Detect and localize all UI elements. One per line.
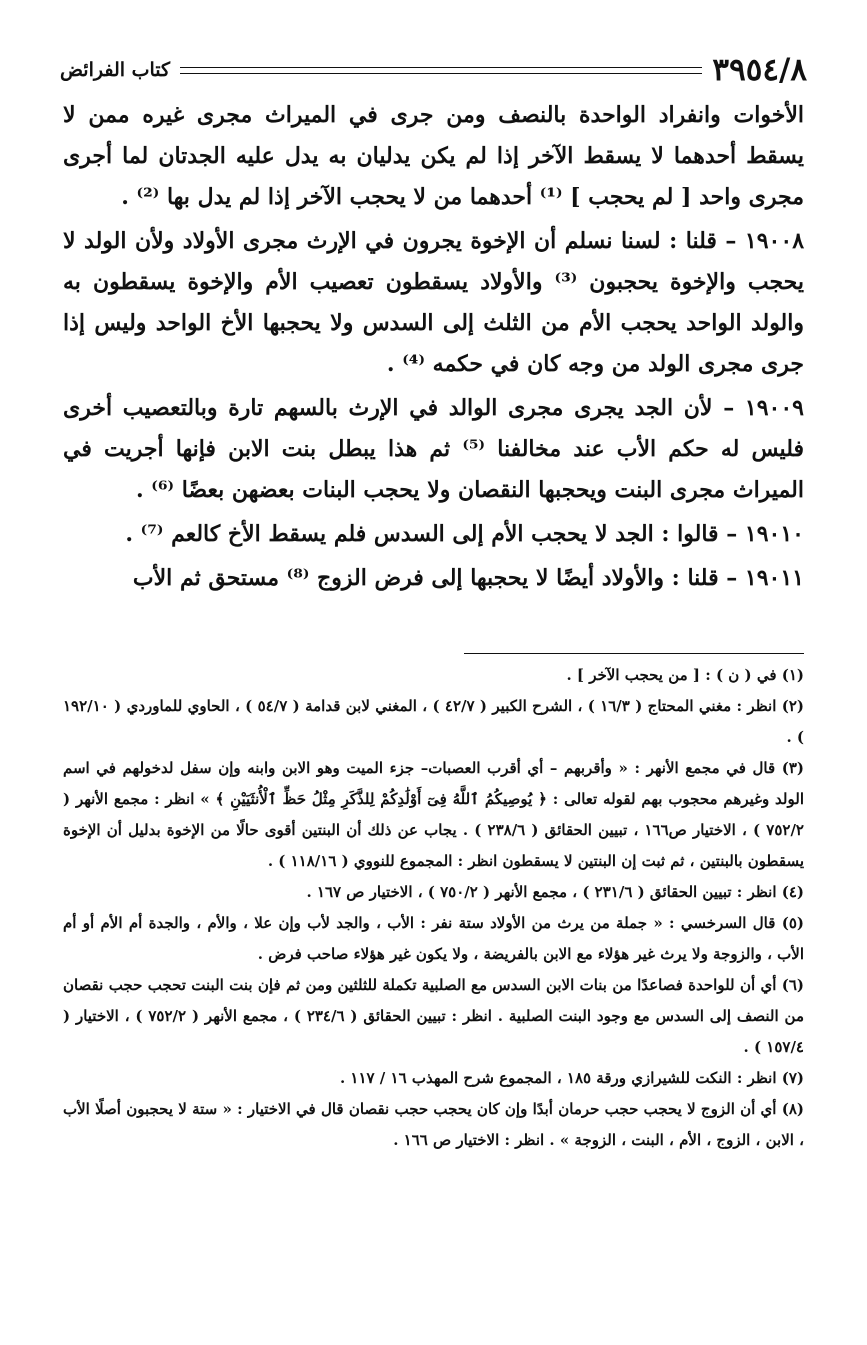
footnote: (٨) أي أن الزوج لا يحجب حجب حرمان أبدًا وإن كان يحجب حجب نقصان قال في الاختيار : « ستة لا يحجبون أصلًا الأب ، الابن ، الزوج ، الأم ، البنت ، الزوجة » . انظر : الاختيار ص ١٦٦ . — [63, 1100, 804, 1149]
paragraph — [63, 95, 804, 218]
page-number: ٣٩٥٤/٨ — [712, 52, 807, 88]
book-title: كتاب الفرائض — [60, 59, 171, 81]
footnote: (٢) انظر : مغني المحتاج ( ١٦/٣ ) ، الشرح الكبير ( ٤٢/٧ ) ، المغني لابن قدامة ( ٥٤/٧ ) ، الحاوي للماوردي ( ١٩٢/١٠ ) . — [63, 697, 804, 746]
paragraph-number: ١٩٠٠٩ — [744, 395, 804, 421]
paragraph — [63, 514, 804, 555]
footnote: (٦) أي أن للواحدة فصاعدًا من بنات الابن السدس مع الصلبية تكملة للثلثين ومن ثم فإن بنت البنت تحجب حجب نقصان من النصف إلى السدس مع وجود البنت الصلبية . انظر : تبيين الحقائق ( ٢٣٤/٦ ) ، مجمع الأنهر ( ٧٥٢/٢ ) ، الاختيار ( ١٥٧/٤ ) . — [63, 976, 804, 1056]
paragraph — [63, 558, 804, 599]
paragraph-text: – قالوا : الجد لا يحجب الأم إلى السدس فلم يسقط الأخ كالعم ⁽⁷⁾ . — [125, 521, 745, 547]
paragraph-number: ١٩٠١١ — [744, 565, 804, 591]
paragraph-text: الأخوات وانفراد الواحدة بالنصف ومن جرى في الميراث مجرى غيره ممن لا يسقط أحدهما لا يسقط الآخر إذا لم يكن يدليان به يدل عليه الجدتان لما أجرى مجرى واحد [ لم يحجب ] ⁽¹⁾ أحدهما من لا يحجب الآخر إذا لم يدل بها ⁽²⁾ . — [63, 102, 804, 210]
paragraph-text: – قلنا : لسنا نسلم أن الإخوة يجرون في الإرث مجرى الأولاد ولأن الولد لا يحجب والإخوة يحجبون ⁽³⁾ والأولاد يسقطون تعصيب الأم والإخوة يسقطون به والولد الواحد يحجب الأم من الثلث إلى السدس ولا يحجبها الأخ الواحد وليس إذا جرى مجرى الولد من وجه كان في حكمه ⁽⁴⁾ . — [63, 228, 804, 377]
footnote: (٧) انظر : النكت للشيرازي ورقة ١٨٥ ، المجموع شرح المهذب ١٦ / ١١٧ . — [339, 1069, 804, 1087]
paragraph-number: ١٩٠١٠ — [744, 521, 804, 547]
header-rule — [180, 67, 702, 74]
paragraph — [63, 221, 804, 385]
paragraph-number: ١٩٠٠٨ — [744, 228, 805, 254]
paragraph-text: – لأن الجد يجرى مجرى الوالد في الإرث بالسهم تارة وبالتعصيب أخرى فليس له حكم الأب عند مخالفنا ⁽⁵⁾ ثم هذا يبطل بنت الابن فإنها أجريت في الميراث مجرى البنت ويحجبها النقصان ولا يحجب البنات بعضهن بعضًا ⁽⁶⁾ . — [63, 395, 804, 503]
page-header — [60, 50, 807, 90]
footnote: (٥) قال السرخسي : « جملة من يرث من الأولاد ستة نفر : الأب ، والجد لأب وإن علا ، والأم ، والجدة أم الأم أو أم الأب ، والزوجة ولا يرث غير هؤلاء مع الابن بالفريضة ، ولا يكون غير هؤلاء صاحب فرض . — [63, 914, 804, 963]
footnote-separator — [464, 653, 804, 654]
paragraph-text: – قلنا : والأولاد أيضًا لا يحجبها إلى فرض الزوج ⁽⁸⁾ مستحق ثم الأب — [132, 565, 745, 591]
footnote: (١) في ( ن ) : [ من يحجب الآخر ] . — [566, 666, 804, 684]
footnote: (٣) قال في مجمع الأنهر : « وأقربهم – أي أقرب العصبات– جزء الميت وهو الابن وابنه وإن سفل لدخولهم في اسم الولد وغيرهم محجوب بهم لقوله تعالى : ﴿ يُوصِيكُمُ ٱللَّهُ فِىٓ أَوْلَٰدِكُمْ لِلذَّكَرِ مِثْلُ حَظِّ ٱلْأُنثَيَيْنِ ﴾ » انظر : مجمع الأنهر ( ٧٥٢/٢ ) ، الاختيار ص١٦٦ ، تبيين الحقائق ( ٢٣٨/٦ ) . يجاب عن ذلك أن البنتين أقوى حالًا من الإخوة بدليل أن الإخوة يسقطون بالبنتين ، ثم ثبت إن البنتين لا يسقطون انظر : المجموع للنووي ( ١١٨/١٦ ) . — [63, 759, 804, 870]
footnotes — [63, 660, 804, 1156]
paragraph — [63, 388, 804, 511]
main-text — [63, 95, 804, 602]
footnote: (٤) انظر : تبيين الحقائق ( ٢٣١/٦ ) ، مجمع الأنهر ( ٧٥٠/٢ ) ، الاختيار ص ١٦٧ . — [306, 883, 804, 901]
